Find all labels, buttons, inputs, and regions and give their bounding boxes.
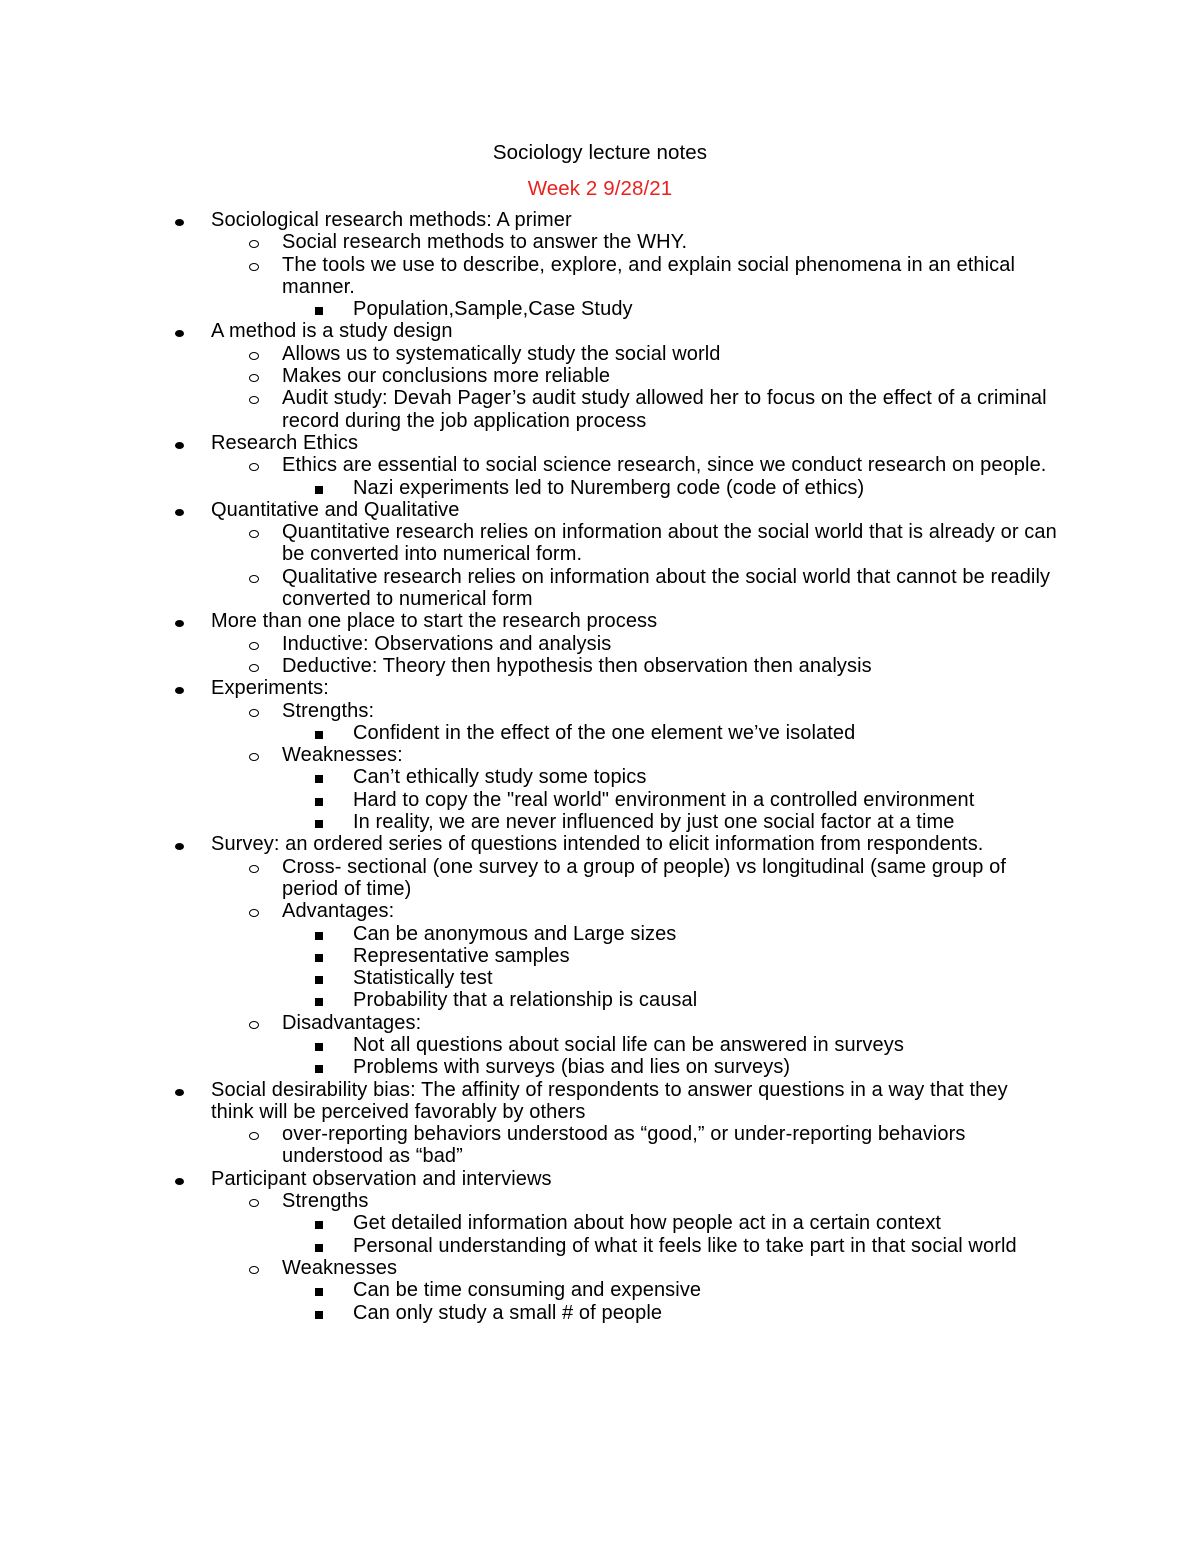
list-item-text: Deductive: Theory then hypothesis then observation then analysis xyxy=(282,654,872,677)
list-item-text: Can only study a small # of people xyxy=(353,1301,663,1324)
list-item-text: Advantages: xyxy=(282,900,395,923)
list-item-level-2 xyxy=(0,454,1062,476)
list-item-level-1 xyxy=(0,209,1051,231)
list-item-level-3 xyxy=(0,1279,1053,1301)
bullet-circle-icon xyxy=(249,454,259,476)
bullet-disc-icon xyxy=(175,320,184,342)
list-item-text: Qualitative research relies on information about the social world that cannot be readily converted to numerical form xyxy=(282,565,1051,611)
bullet-disc-icon xyxy=(175,209,184,231)
list-item-text: Disadvantages: xyxy=(282,1011,422,1034)
list-item-text: over-reporting behaviors understood as “good,” or under-reporting behaviors understood as “bad” xyxy=(282,1123,966,1168)
list-item-level-2 xyxy=(0,343,1062,365)
list-item-text: Ethics are essential to social science research, since we conduct research on people. xyxy=(282,454,1047,477)
list-item-text: Probability that a relationship is causal xyxy=(353,989,698,1012)
bullet-disc-icon xyxy=(175,499,184,521)
bullet-circle-icon xyxy=(249,655,259,677)
list-item-text: Audit study: Devah Pager’s audit study allowed her to focus on the effect of a criminal record during the job application process xyxy=(282,387,1047,432)
bullet-circle-icon xyxy=(249,1190,259,1212)
bullet-square-icon xyxy=(315,1034,323,1056)
bullet-square-icon xyxy=(315,1212,323,1234)
list-item-level-2 xyxy=(0,633,1062,655)
list-item-level-1 xyxy=(0,677,1051,699)
bullet-circle-icon xyxy=(249,1123,259,1145)
list-item-text: Problems with surveys (bias and lies on surveys) xyxy=(353,1056,791,1079)
list-item-level-3 xyxy=(0,967,1053,989)
list-item-level-3 xyxy=(0,1034,1053,1056)
list-item-text: More than one place to start the research process xyxy=(211,610,658,633)
list-item-text: Quantitative research relies on information about the social world that is already or can be converted into numerical form. xyxy=(282,521,1057,566)
bullet-disc-icon xyxy=(175,677,184,699)
bullet-square-icon xyxy=(315,1235,323,1257)
list-item-text: Nazi experiments led to Nuremberg code (code of ethics) xyxy=(353,476,865,499)
list-item-text: Hard to copy the "real world" environment in a controlled environment xyxy=(353,788,975,811)
bullet-circle-icon xyxy=(249,521,259,543)
list-item-text: Survey: an ordered series of questions intended to elicit information from respondents. xyxy=(211,833,984,856)
list-item-text: Sociological research methods: A primer xyxy=(211,209,572,231)
list-item-text: Can be time consuming and expensive xyxy=(353,1279,702,1302)
bullet-square-icon xyxy=(315,298,323,320)
list-item-level-2 xyxy=(0,655,1062,677)
bullet-circle-icon xyxy=(249,387,259,409)
list-item-level-3 xyxy=(0,923,1053,945)
list-item-level-2 xyxy=(0,566,1062,611)
page-subtitle: Week 2 9/28/21 xyxy=(527,177,673,200)
list-item-level-2 xyxy=(0,521,1062,566)
bullet-square-icon xyxy=(315,477,323,499)
list-item-level-2 xyxy=(0,700,1062,722)
list-item-level-3 xyxy=(0,722,1053,744)
bullet-square-icon xyxy=(315,967,323,989)
list-item-text: Makes our conclusions more reliable xyxy=(282,365,611,388)
list-item-text: Strengths: xyxy=(282,699,375,722)
bullet-disc-icon xyxy=(175,833,184,855)
list-item-text: Not all questions about social life can be answered in surveys xyxy=(353,1033,904,1056)
bullet-circle-icon xyxy=(249,744,259,766)
list-item-level-2 xyxy=(0,1123,1062,1168)
bullet-disc-icon xyxy=(175,610,184,632)
list-item-level-2 xyxy=(0,744,1062,766)
list-item-text: Participant observation and interviews xyxy=(211,1167,552,1190)
list-item-level-2 xyxy=(0,387,1062,432)
list-item-level-2 xyxy=(0,254,1062,299)
list-item-level-3 xyxy=(0,1235,1053,1257)
bullet-disc-icon xyxy=(175,432,184,454)
list-item-text: Weaknesses: xyxy=(282,744,403,767)
list-item-level-1 xyxy=(0,432,1051,454)
list-item-text: The tools we use to describe, explore, and explain social phenomena in an ethical manner. xyxy=(282,253,1015,298)
list-item-text: Get detailed information about how people act in a certain context xyxy=(353,1212,942,1235)
list-item-level-2 xyxy=(0,231,1062,253)
bullet-square-icon xyxy=(315,989,323,1011)
list-item-text: Social desirability bias: The affinity of respondents to answer questions in a way that they think will be perceived favorably by others xyxy=(211,1078,1008,1123)
bullet-square-icon xyxy=(315,766,323,788)
list-item-level-3 xyxy=(0,789,1053,811)
list-item-level-3 xyxy=(0,298,1053,320)
bullet-circle-icon xyxy=(249,700,259,722)
list-item-level-3 xyxy=(0,1212,1053,1234)
list-item-text: Can be anonymous and Large sizes xyxy=(353,922,677,945)
list-item-text: Cross- sectional (one survey to a group of people) vs longitudinal (same group of period of time) xyxy=(282,855,1007,900)
list-item-level-2 xyxy=(0,900,1062,922)
list-item-text: Weaknesses xyxy=(282,1256,398,1279)
list-item-text: Research Ethics xyxy=(211,431,359,454)
list-item-text: Confident in the effect of the one element we’ve isolated xyxy=(353,721,856,744)
bullet-square-icon xyxy=(315,811,323,833)
list-item-text: Social research methods to answer the WHY. xyxy=(282,231,688,254)
bullet-square-icon xyxy=(315,1056,323,1078)
bullet-circle-icon xyxy=(249,856,259,878)
list-item-level-1 xyxy=(0,1079,1051,1124)
list-item-text: Strengths xyxy=(282,1190,369,1213)
bullet-circle-icon xyxy=(249,900,259,922)
bullet-circle-icon xyxy=(249,231,259,253)
list-item-level-1 xyxy=(0,610,1051,632)
list-item-level-3 xyxy=(0,1056,1053,1078)
list-item-level-1 xyxy=(0,499,1051,521)
list-item-text: In reality, we are never influenced by just one social factor at a time xyxy=(353,811,955,834)
bullet-circle-icon xyxy=(249,1257,259,1279)
notes-list xyxy=(0,209,1200,1324)
list-item-text: Experiments: xyxy=(211,677,329,700)
bullet-square-icon xyxy=(315,722,323,744)
list-item-text: A method is a study design xyxy=(211,320,453,343)
list-item-text: Representative samples xyxy=(353,944,570,967)
bullet-disc-icon xyxy=(175,1079,184,1101)
list-item-text: Can’t ethically study some topics xyxy=(353,766,647,789)
list-item-text: Population,Sample,Case Study xyxy=(353,298,633,321)
list-item-level-1 xyxy=(0,833,1051,855)
list-item-text: Personal understanding of what it feels like to take part in that social world xyxy=(353,1234,1017,1257)
bullet-circle-icon xyxy=(249,1012,259,1034)
list-item-level-1 xyxy=(0,1168,1051,1190)
bullet-square-icon xyxy=(315,923,323,945)
bullet-square-icon xyxy=(315,1302,323,1324)
bullet-circle-icon xyxy=(249,365,259,387)
list-item-text: Quantitative and Qualitative xyxy=(211,498,460,521)
list-item-level-2 xyxy=(0,1257,1062,1279)
page-title: Sociology lecture notes xyxy=(492,141,708,164)
list-item-text: Statistically test xyxy=(353,967,493,990)
list-item-level-3 xyxy=(0,766,1053,788)
list-item-level-3 xyxy=(0,811,1053,833)
bullet-square-icon xyxy=(315,1279,323,1301)
list-item-level-2 xyxy=(0,1190,1062,1212)
list-item-level-1 xyxy=(0,320,1051,342)
list-item-level-3 xyxy=(0,1302,1053,1324)
list-item-level-3 xyxy=(0,989,1053,1011)
bullet-circle-icon xyxy=(249,254,259,276)
list-item-level-2 xyxy=(0,1012,1062,1034)
bullet-square-icon xyxy=(315,789,323,811)
bullet-disc-icon xyxy=(175,1168,184,1190)
bullet-circle-icon xyxy=(249,633,259,655)
list-item-text: Inductive: Observations and analysis xyxy=(282,632,612,655)
bullet-circle-icon xyxy=(249,343,259,365)
bullet-square-icon xyxy=(315,945,323,967)
list-item-level-2 xyxy=(0,365,1062,387)
list-item-level-3 xyxy=(0,945,1053,967)
list-item-level-2 xyxy=(0,856,1062,901)
list-item-text: Allows us to systematically study the social world xyxy=(282,342,721,365)
list-item-level-3 xyxy=(0,477,1053,499)
bullet-circle-icon xyxy=(249,566,259,588)
